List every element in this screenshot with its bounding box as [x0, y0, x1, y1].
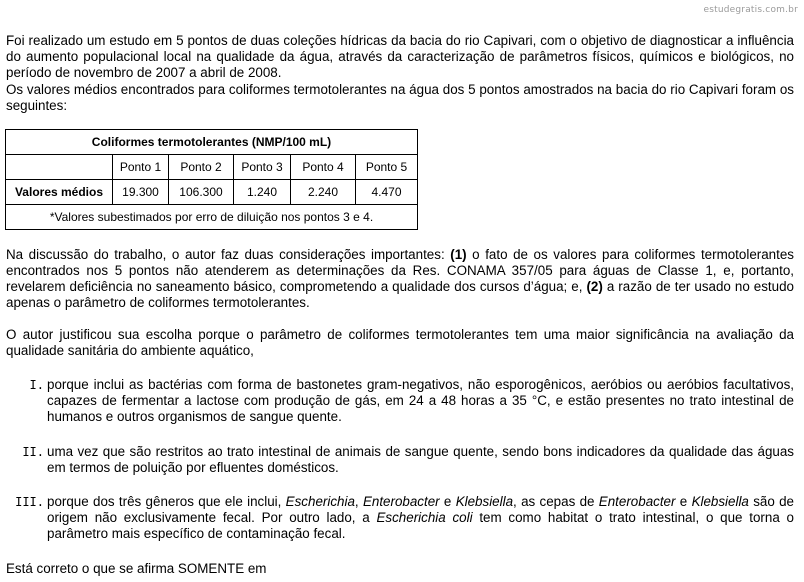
marker-2: (2)	[586, 279, 603, 294]
row-label: Valores médios	[6, 180, 113, 205]
table-header-row	[6, 155, 418, 180]
genus-enterobacter-2: Enterobacter	[598, 494, 676, 509]
item-numeral-1: I.	[29, 378, 44, 392]
genus-klebsiella-2: Klebsiella	[691, 494, 749, 509]
header-ponto-4: Ponto 4	[291, 155, 356, 180]
item3-text-3: e	[439, 494, 456, 509]
item-text-2: uma vez que são restritos ao trato intestinal de animais de sangue quente, sendo bons indicadores da qualidade das águas em termos de poluição por efluentes domésticos.	[47, 444, 794, 475]
marker-1: (1)	[450, 247, 467, 262]
table-title-row	[6, 130, 418, 155]
item-numeral-2: II.	[22, 445, 44, 459]
table-title: Coliformes termotolerantes (NMP/100 mL)	[6, 130, 418, 155]
table-corner-cell	[6, 155, 113, 180]
item3-text-4: , as cepas de	[513, 494, 599, 509]
item-numeral-3: III.	[15, 495, 44, 509]
item3-text-6: são de origem não exclusivamente fecal. Por outro lado, a	[47, 494, 795, 525]
item3-text-5: e	[675, 494, 692, 509]
discussion-text-a: Na discussão do trabalho, o autor faz duas considerações importantes:	[6, 247, 451, 262]
item3-text-1: porque dos três gêneros que ele inclui,	[47, 494, 286, 509]
item3-text-2: ,	[354, 494, 363, 509]
site-watermark: estudegratis.com.br	[703, 5, 798, 15]
value-ponto-2: 106.300	[169, 180, 234, 205]
discussion-text-c: a razão de ter usado no estudo apenas o parâmetro de coliformes termotolerantes.	[6, 279, 794, 310]
results-intro-paragraph: Os valores médios encontrados para coliformes termotolerantes na água dos 5 pontos amostrados na bacia do rio Capivari foram os seguintes:	[6, 82, 794, 113]
coliform-table	[5, 129, 418, 230]
discussion-text-b: o fato de os valores para coliformes termotolerantes encontrados nos 5 pontos não atenderem as determinações da Res. CONAMA 357/05 para águas de Classe 1, e, portanto, revelarem deficiência no saneamento básico, comprometendo a qualidade dos cursos d’água; e,	[6, 247, 794, 294]
intro-paragraph: Foi realizado um estudo em 5 pontos de duas coleções hídricas da bacia do rio Capivari, com o objetivo de diagnosticar a influência do aumento populacional local na qualidade da água, através da caracterização de parâmetros físicos, químicos e biológicos, no período de novembro de 2007 a abril de 2008.	[6, 33, 794, 80]
discussion-paragraph	[6, 247, 794, 311]
item-text-3	[47, 494, 794, 542]
value-ponto-4: 2.240	[291, 180, 356, 205]
species-escherichia-coli: Escherichia coli	[376, 510, 473, 525]
genus-enterobacter: Enterobacter	[362, 494, 440, 509]
value-ponto-1: 19.300	[113, 180, 169, 205]
table-values-row	[6, 180, 418, 205]
value-ponto-5: 4.470	[356, 180, 418, 205]
table-footnote-row	[6, 205, 418, 230]
justification-paragraph: O autor justificou sua escolha porque o parâmetro de coliformes termotolerantes tem uma maior significância na avaliação da qualidade sanitária do ambiente aquático,	[6, 327, 794, 358]
header-ponto-2: Ponto 2	[169, 155, 234, 180]
question-prompt: Está correto o que se afirma SOMENTE em	[6, 561, 267, 576]
table-footnote: *Valores subestimados por erro de diluição nos pontos 3 e 4.	[6, 205, 418, 230]
header-ponto-5: Ponto 5	[356, 155, 418, 180]
header-ponto-1: Ponto 1	[113, 155, 169, 180]
header-ponto-3: Ponto 3	[234, 155, 291, 180]
item3-text-7: tem como habitat o trato intestinal, o que torna o parâmetro mais específico de contaminação fecal.	[47, 510, 794, 541]
genus-klebsiella: Klebsiella	[455, 494, 514, 509]
value-ponto-3: 1.240	[234, 180, 291, 205]
genus-escherichia: Escherichia	[285, 494, 355, 509]
item-text-1: porque inclui as bactérias com forma de bastonetes gram-negativos, não esporogênicos, aeróbios ou aeróbios facultativos, capazes de fermentar a lactose com produção de gás, em 24 a 48 horas a 35 °C, e estão presentes no trato intestinal de humanos e outros organismos de sangue quente.	[47, 377, 794, 424]
